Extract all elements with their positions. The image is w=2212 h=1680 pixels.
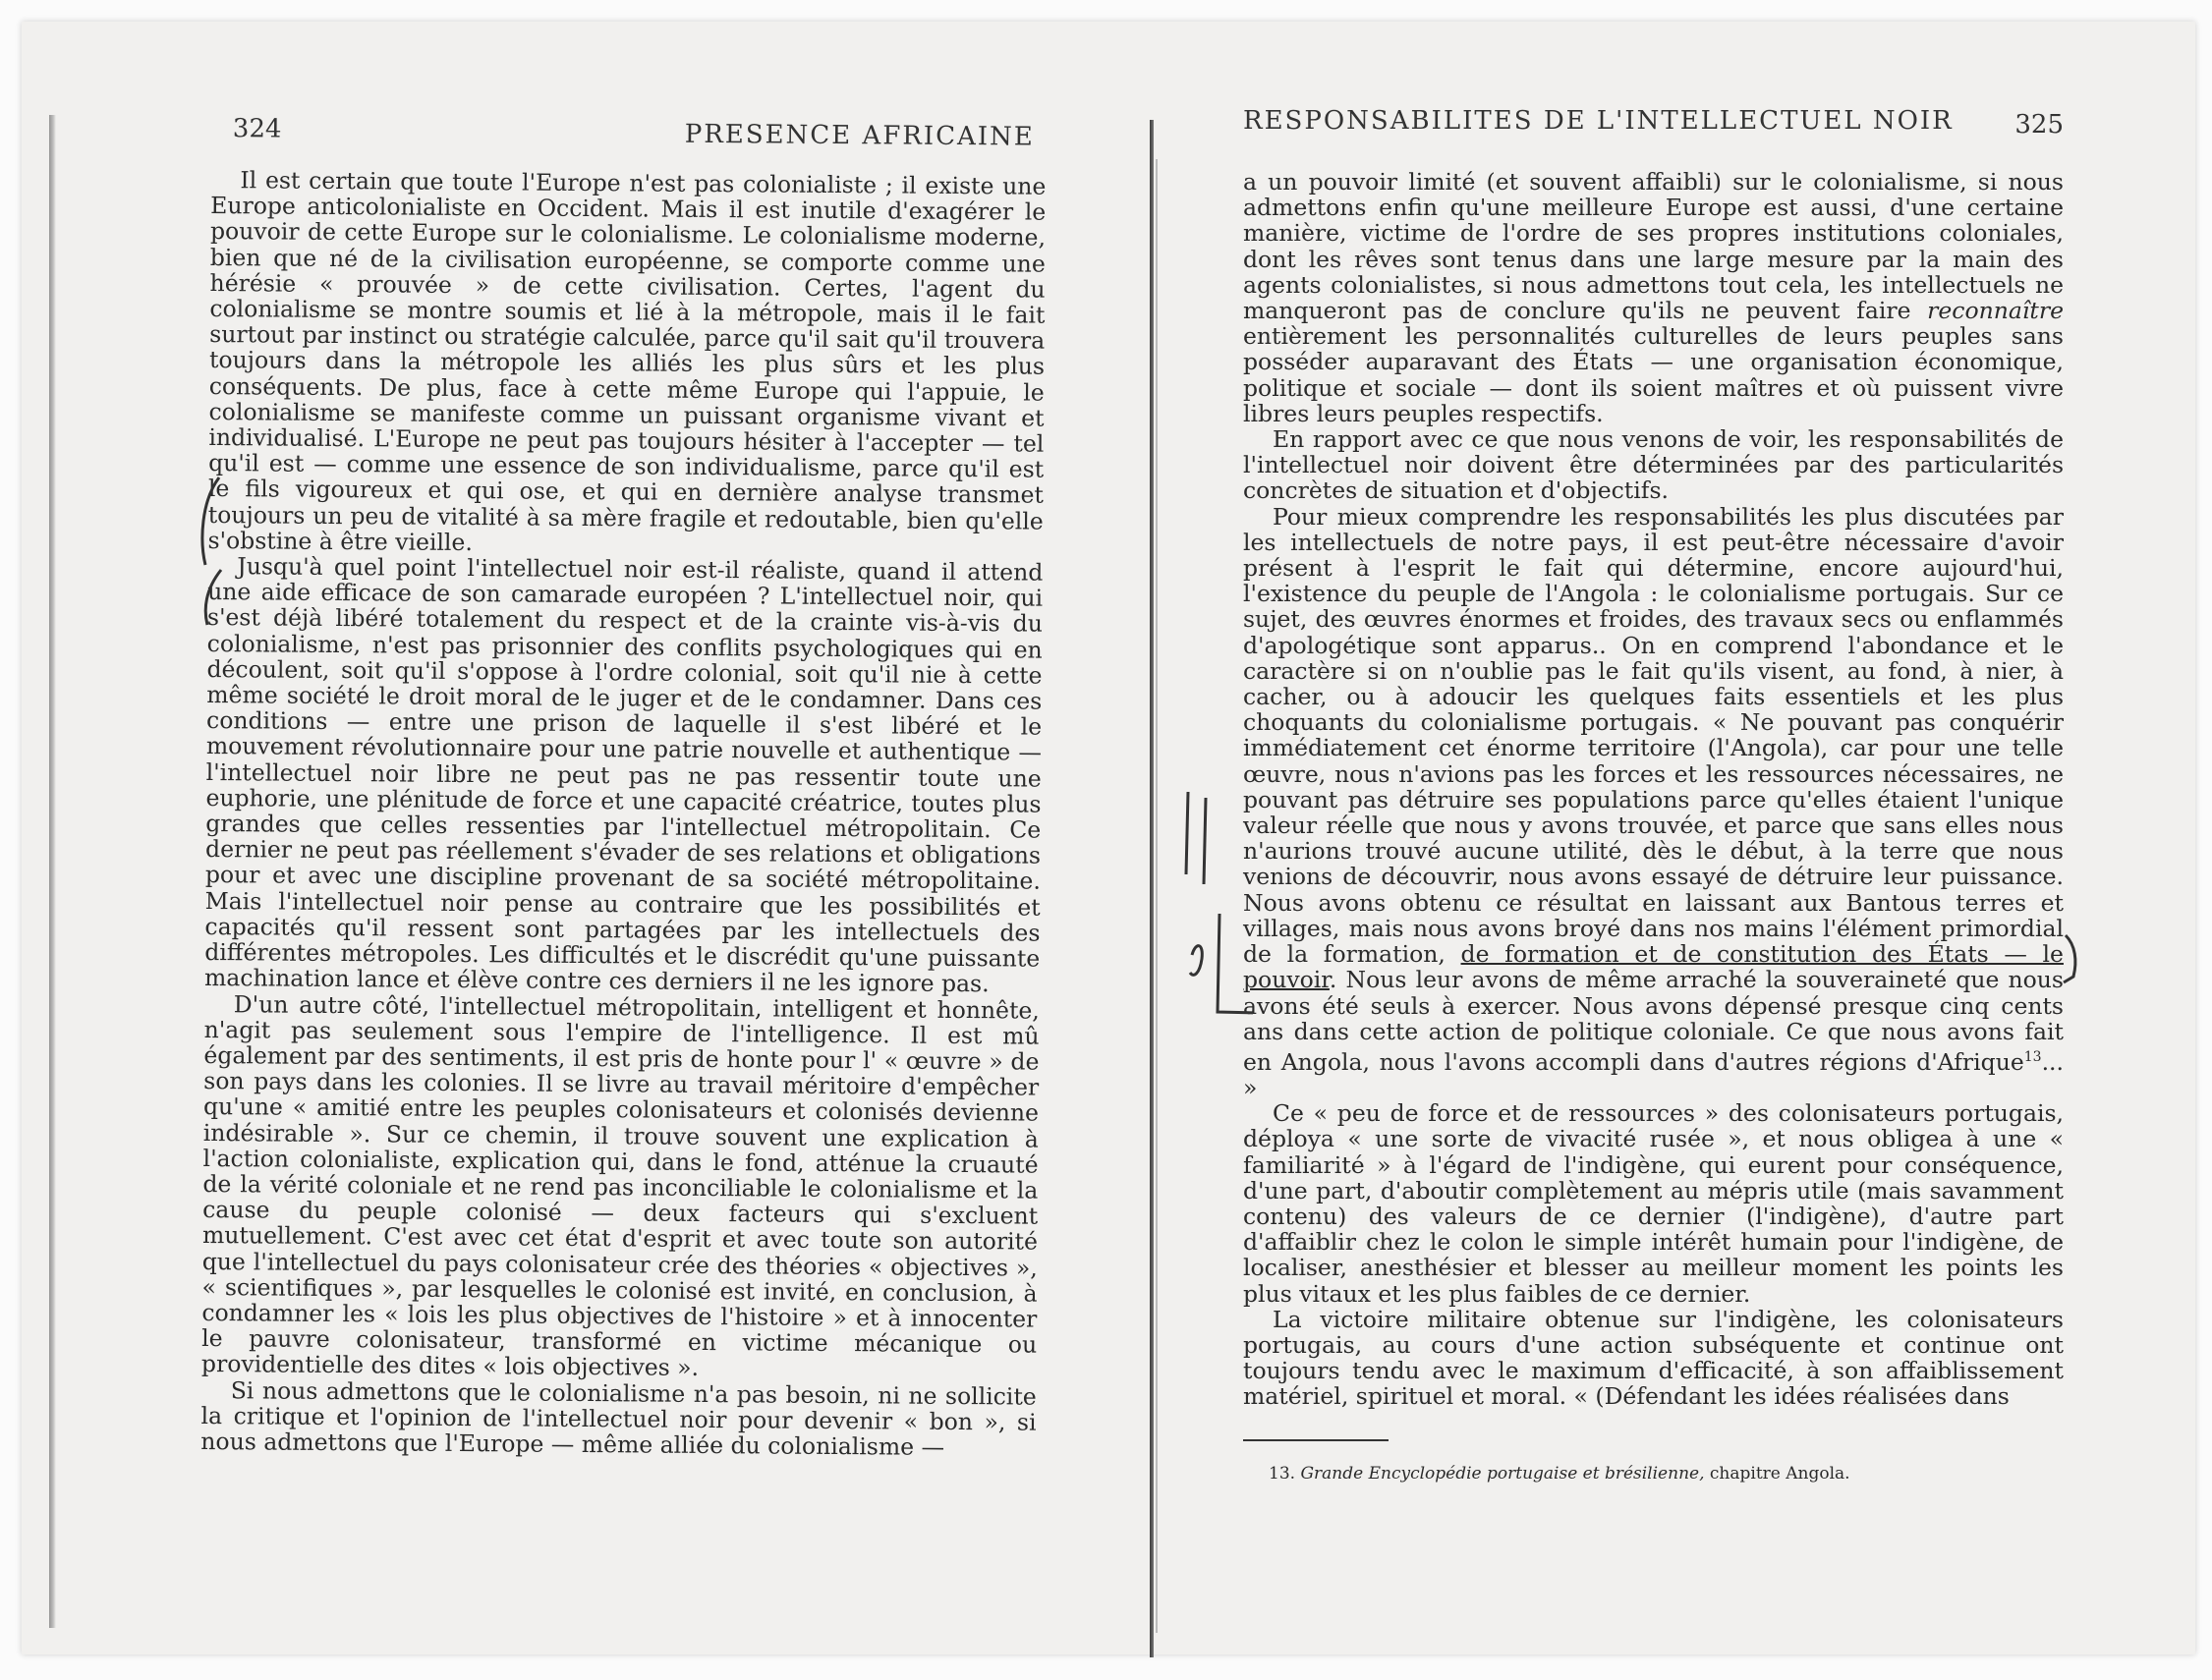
right-paragraph-1 [1243,169,2064,426]
italic-word: reconnaître [1927,297,2064,325]
left-paragraph-4: Si nous admettons que le colonialisme n'a pas besoin, ni ne sollicite la critique et l'opinion de l'intellectuel noir pour devenir « bon », si nous admettons que l'Europe — même alliée du colonialisme — [200,1375,1037,1461]
footnote-rest: chapitre Angola. [1709,1463,1850,1484]
left-paragraph-1: Il est certain que toute l'Europe n'est pas colonialiste ; il existe une Europe anticolonialiste en Occident. Mais il est inutile d'exagérer le pouvoir de cette Europe sur le colonialisme. Le colonialisme moderne, bien que né de la civilisation européenne, se comporte comme une hérésie « prouvée » de cette civilisation. Certes, l'agent du colonialisme se montre soumis et lié à la métropole, mais il le fait surtout par instinct ou stratégie calculée, parce qu'il sait qu'il trouvera toujours dans la métropole les alliés les plus sûrs et les plus conséquents. De plus, face à cette même Europe qui l'appuie, le colonialisme se manifeste comme un puissant organisme vivant et individualisé. L'Europe ne peut pas toujours hésiter à l'accepter — tel qu'il est — comme une essence de son individualisme, parce qu'il est le fils vigoureux et qui ose, et qui en dernière analyse transmet toujours un peu de vitalité à sa mère fragile et redoutable, bien qu'elle s'obstine à être vieille. [207,166,1047,556]
left-body-text [200,155,1046,1461]
book-gutter-shadow [1156,159,1158,1633]
right-paragraph-1-text: a un pouvoir limité (et souvent affaibli) sur le colonialisme, si nous admettons enfin qu'une meilleure Europe est aussi, d'une certaine manière, victime de l'ordre de ses propres institutions coloniales, dont les rêves sont tenus dans une large mesure par la main des agents colonialistes, si nous admettons tout cela, les intellectuels ne manqueront pas de conclure qu'ils ne peuvent faire [1243,168,2064,325]
quote-text-end: . Nous leur avons de même arraché la souveraineté que nous avons été seuls à exercer. Nous avons dépensé presque cinq cents ans dans cette action de politique coloniale. Ce que nous avons fait en Angola, nous l'avons accompli dans d'autres régions d'Afrique [1243,966,2064,1076]
quote-close: ... » [1243,1047,2064,1101]
footnote-title: Grande Encyclopédie portugaise et brésilienne, [1300,1463,1705,1484]
page-edge-shadow [49,115,56,1628]
footnote [1243,1463,2064,1484]
left-paragraph-2: Jusqu'à quel point l'intellectuel noir est-il réaliste, quand il attend une aide efficace de son camarade européen ? L'intellectuel noir, qui s'est déjà libéré totalement du respect et de la crainte vis-à-vis du colonialisme, n'est pas prisonnier des conflits psychologiques qui en découlent, soit qu'il s'oppose à l'ordre colonial, soit qu'il nie à cette même société le droit moral de le juger et de le condamner. Dans ces conditions — entre une prison de laquelle il s'est libéré et le mouvement révolutionnaire pour une patrie nouvelle et authentique — l'intellectuel noir libre ne peut pas ne pas ressentir toute une euphorie, une plénitude de force et une capacité créatrice, toutes plus grandes que celles ressenties par l'intellectuel métropolitain. Ce dernier ne peut pas réellement s'évader de ses relations et obligations pour et avec une discipline provenant de sa société métropolitaine. Mais l'intellectuel noir pense au contraire que les possibilités et capacités qu'il ressent sont partagées par les intellectuels des différentes métropoles. Les difficultés et le discrédit qu'une puissante machination lance et élève contre ces derniers il ne les ignore pas. [203,552,1044,998]
quote-text-start: Pour mieux comprendre les responsabilités les plus discutées par les intellectuels de notre pays, il est peut-être nécessaire d'avoir présent à l'esprit le fait qui détermine, encore aujourd'hui, l'existence du peuple de l'Angola : le colonialisme portugais. Sur ce sujet, des œuvres énormes et froides, des travaux secs ou enflammés d'apologétique sont apparus.. On en comprend l'abondance et le caractère si on n'oublie pas le fait qu'ils visent, au fond, à nier, à cacher, ou à adoucir les quelques faits essentiels et les plus choquants du colonialisme portugais. « Ne pouvant pas conquérir immédiatement cet énorme territoire (l'Angola), car pour une telle œuvre, nous n'avions pas les forces et les ressources nécessaires, ne pouvant pas détruire ses populations parce qu'elles étaient l'unique valeur réelle que nous y avons trouvée, et parce que sans elles nous n'aurions trouvé aucune utilité, dès le début, à la terre que nous venions de découvrir, nous avons essayé de détruire leur puissance. Nous avons obtenu ce résultat en laissant aux Bantous terres et villages, mais nous avons broyé dans nos mains l'élément primordial de la formation, [1243,502,2064,969]
right-paragraph-3 [1243,504,2064,1101]
left-page-number: 324 [232,114,282,144]
right-body-text [1243,151,2064,1484]
left-paragraph-3: D'un autre côté, l'intellectuel métropolitain, intelligent et honnête, n'agit pas seulement sous l'empire de l'intelligence. Il est mû également par des sentiments, il est pris de honte pour l' « œuvre » de son pays dans les colonies. Il se livre au travail méritoire d'empêcher qu'une « amitié entre les peuples colonisateurs et colonisés devienne indésirable ». Sur ce chemin, il trouve souvent une explication à l'action colonialiste, explication qui, dans le fond, atténue la cruauté de la vérité coloniale et ne rend pas inconciliable le colonialisme et la cause du peuple colonisé — deux facteurs qui s'excluent mutuellement. C'est avec cet état d'esprit et avec toute son autorité que l'intellectuel du pays colonisateur crée des théories « objectives », « scientifiques », par lesquelles le colonisé est invité, en conclusion, à condamner les « lois les plus objectives de l'histoire » et à innocenter le pauvre colonisateur, transformé en victime mécanique ou providentielle des dites « lois objectives ». [200,989,1040,1382]
underlined-phrase: de formation et de constitution des États — le pouvoir [1243,940,2064,994]
right-page [1243,106,2064,1521]
left-running-title: PRESENCE AFRICAINE [684,119,1035,152]
right-running-head [1243,106,2064,151]
right-paragraph-5: La victoire militaire obtenue sur l'indigène, les colonisateurs portugais, au cours d'une action subséquente et continue ont toujours tendu avec le maximum d'efficacité, à son affaiblissement matériel, spirituel et moral. « (Défendant les idées réalisées dans [1243,1305,2064,1411]
left-page [200,110,1047,1532]
footnote-reference: 13 [2023,1048,2042,1065]
footnote-number: 13. [1269,1463,1296,1484]
right-paragraph-2: En rapport avec ce que nous venons de voir, les responsabilités de l'intellectuel noir doivent être déterminées par des particularités concrètes de situation et d'objectifs. [1243,425,2064,505]
right-page-number: 325 [2014,110,2064,140]
right-paragraph-1-end: entièrement les personnalités culturelles de leurs peuples sans posséder auparavant des États — une organisation économique, politique et sociale — dont ils soient maîtres et où puissent vivre libres leurs peuples respectifs. [1243,322,2064,427]
left-running-head [211,110,1047,162]
footnote-rule [1243,1439,1389,1441]
book-gutter [1150,120,1154,1657]
right-running-title: RESPONSABILITES DE L'INTELLECTUEL NOIR [1243,106,1954,136]
right-paragraph-4: Ce « peu de force et de ressources » des colonisateurs portugais, déploya « une sorte de vivacité rusée », et nous obligea à une « familiarité » à l'égard de l'indigène, qui eurent pour conséquence, d'une part, d'aboutir complètement au mépris utile (mais savamment contenu) des valeurs de ce dernier (l'indigène), d'autre part d'affaiblir chez le colon le simple intérêt humain pour l'indigène, de localiser, anesthésier et blesser au meilleur moment les points les plus vitaux et les plus faibles de ce dernier. [1243,1099,2064,1308]
